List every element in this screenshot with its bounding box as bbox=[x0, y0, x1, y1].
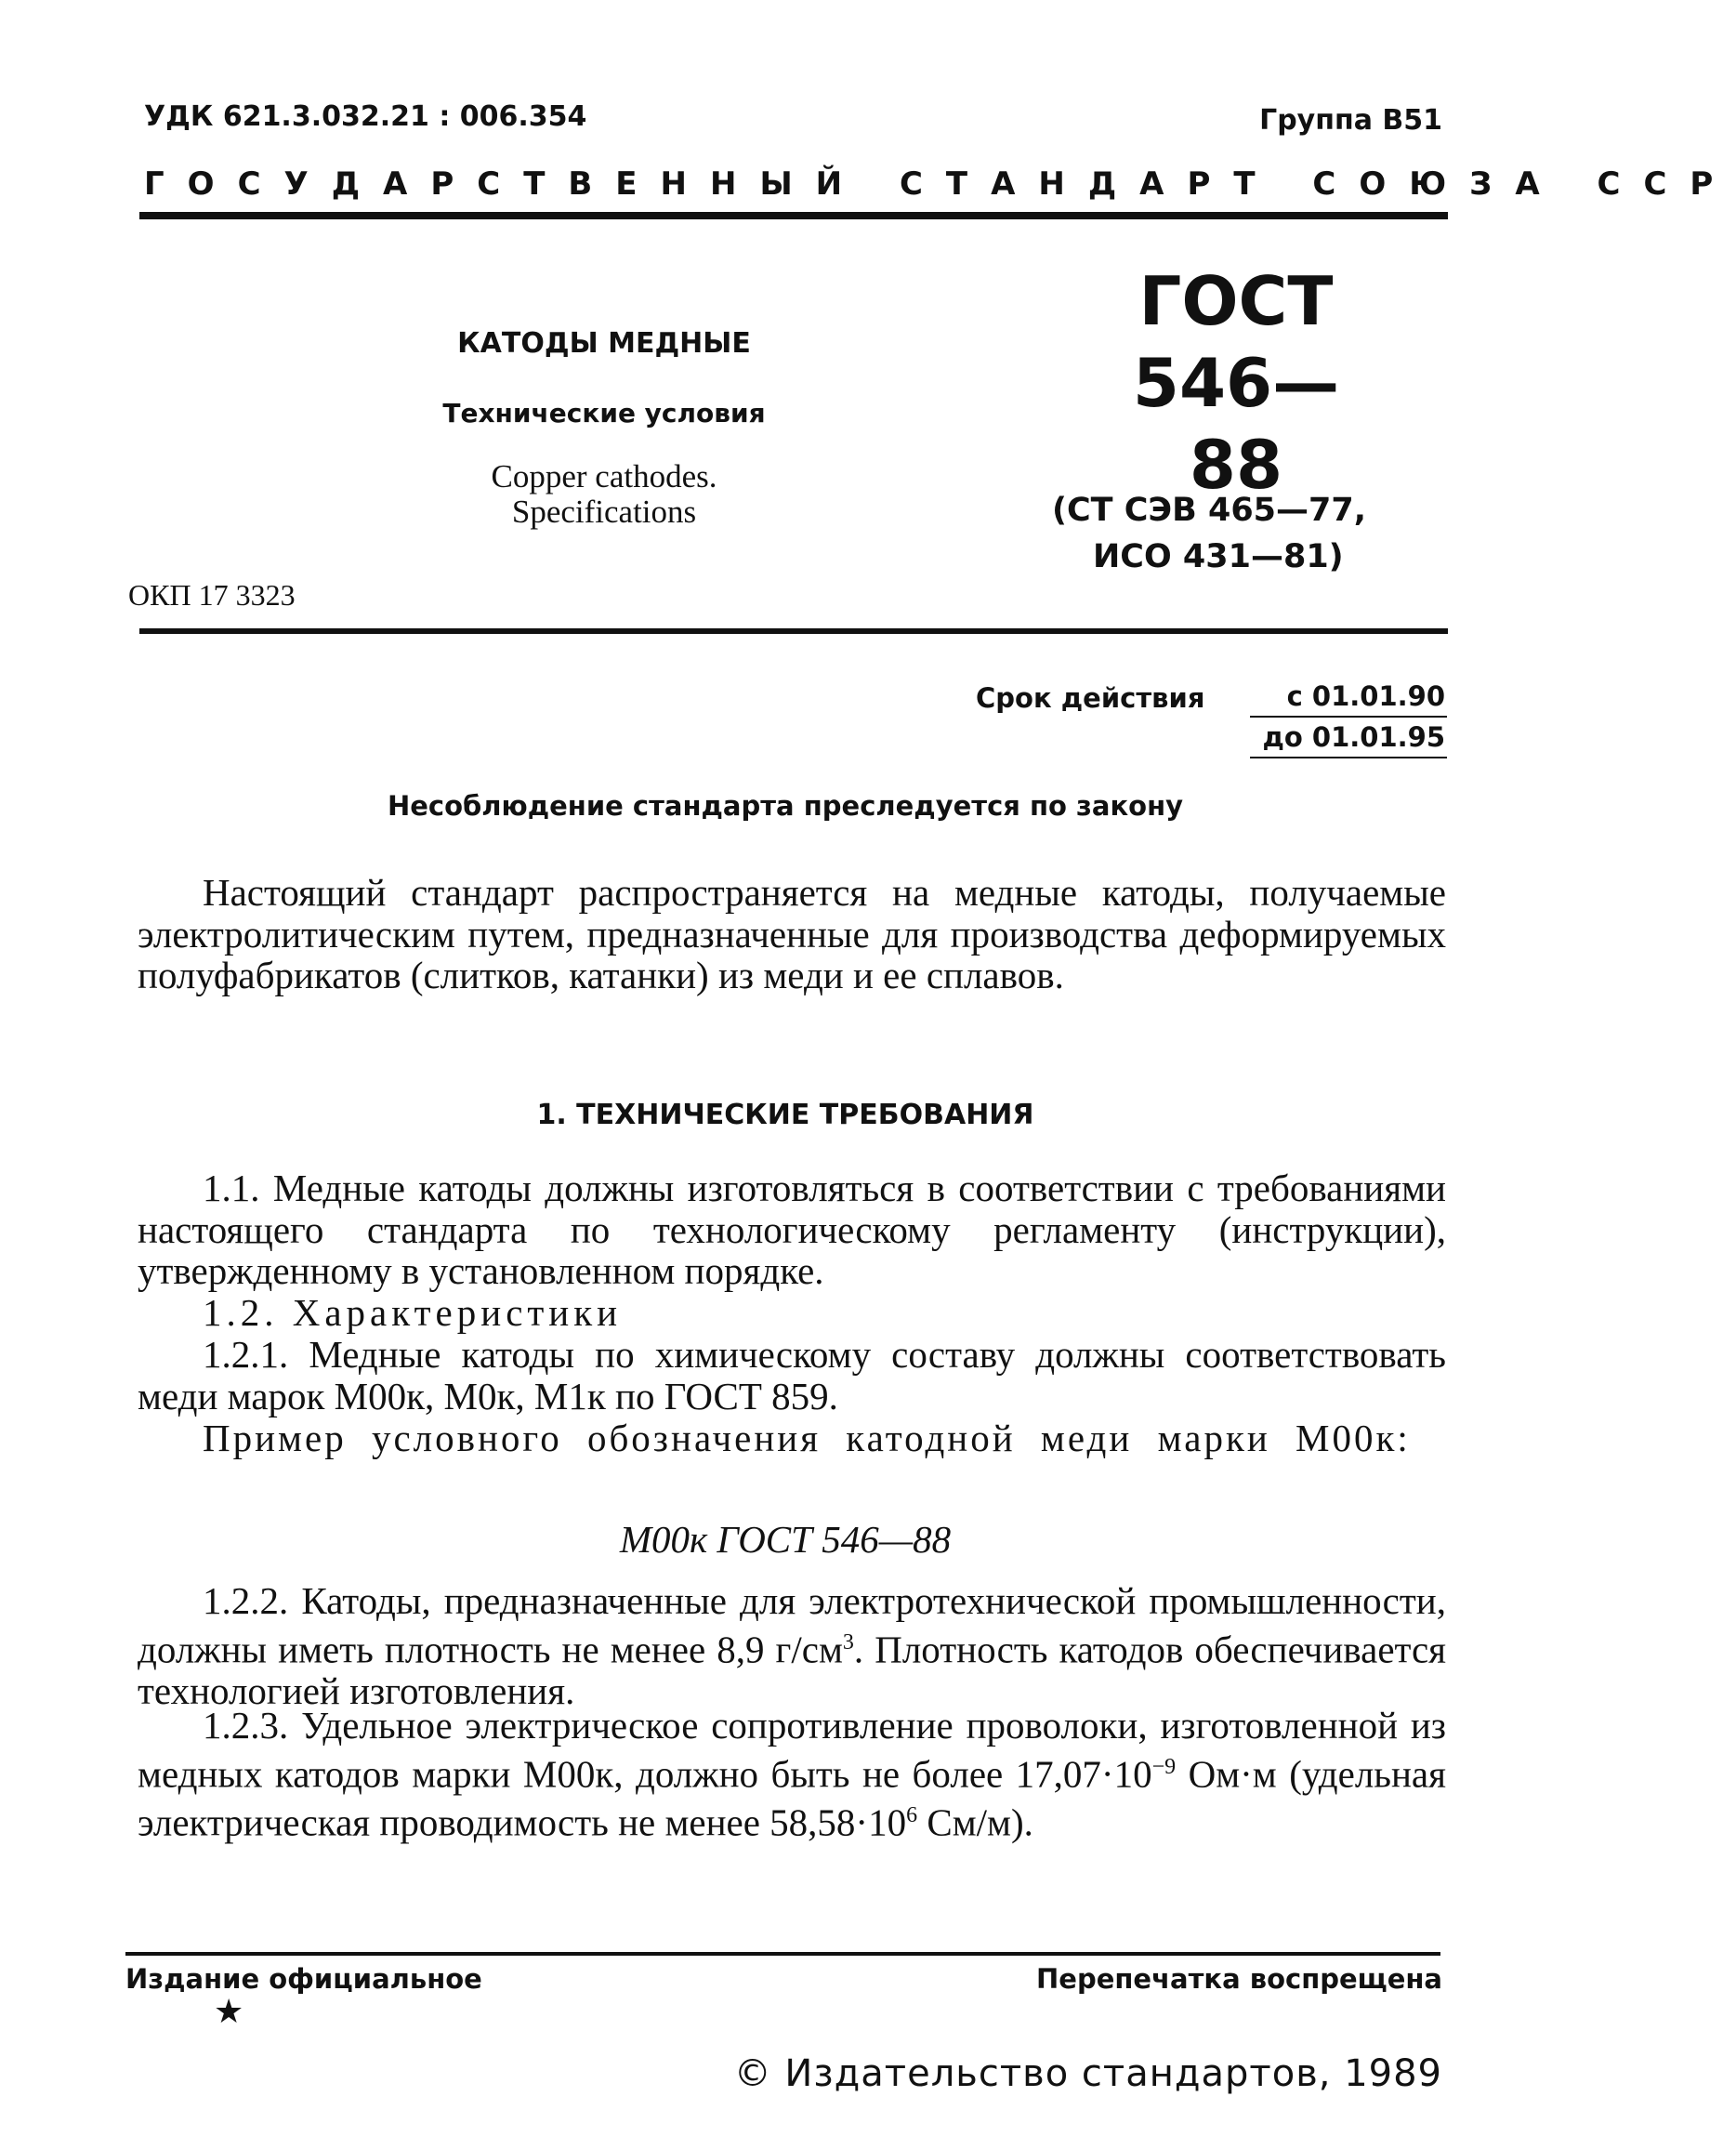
english-title-line-1: Copper cathodes. bbox=[491, 458, 717, 494]
okp-code: ОКП 17 3323 bbox=[128, 578, 296, 612]
document-title: КАТОДЫ МЕДНЫЕ bbox=[457, 327, 751, 360]
english-title bbox=[390, 459, 818, 530]
gost-number bbox=[1115, 260, 1357, 506]
state-standard-heading: ГОСУДАРСТВЕННЫЙ СТАНДАРТ СОЮЗА ССР bbox=[144, 165, 1736, 203]
paragraph-1-2-3-text-middle: Ом·м (удельная электрическая проводимость не менее 58,58·10 bbox=[138, 1752, 1446, 1844]
paragraph-1-2-2 bbox=[138, 1580, 1446, 1712]
example-designation: М00к ГОСТ 546—88 bbox=[619, 1518, 952, 1561]
density-exponent: 3 bbox=[842, 1629, 854, 1655]
gost-code: 546—88 bbox=[1132, 344, 1340, 504]
top-rule bbox=[139, 212, 1448, 219]
paragraph-1-1: 1.1. Медные катоды должны изготовляться в соответствии с требованиями настоящего стандарта по технологическому регламенту (инструкции), утвержденному в установленном порядке. bbox=[138, 1167, 1446, 1293]
gost-label: ГОСТ bbox=[1138, 262, 1334, 340]
middle-rule bbox=[139, 628, 1448, 634]
paragraph-1-2-3-text: 1.2.3. Удельное электрическое сопротивление проволоки, изготовленной из медных катодов марки М00к, должно быть не более 17,07·10 bbox=[138, 1704, 1446, 1796]
paragraph-1-2-1: 1.2.1. Медные катоды по химическому составу должны соответствовать меди марок М00к, М0к, М1к по ГОСТ 859. bbox=[138, 1333, 1446, 1417]
conductivity-exponent: 6 bbox=[906, 1803, 918, 1828]
english-title-line-2: Specifications bbox=[511, 494, 697, 530]
paragraph-1-2-3 bbox=[138, 1705, 1446, 1843]
validity-to: до 01.01.95 bbox=[1262, 721, 1445, 753]
copyright-notice: © Издательство стандартов, 1989 bbox=[733, 2052, 1442, 2095]
bottom-rule bbox=[125, 1952, 1440, 1956]
validity-divider bbox=[1250, 716, 1447, 718]
validity-underline bbox=[1250, 757, 1447, 758]
intro-paragraph: Настоящий стандарт распространяется на медные катоды, получаемые электролитическим путем, предназначенные для производства деформируемых полуфабрикатов (слитков, катанки) из меди и ее сплавов. bbox=[138, 871, 1446, 997]
reprint-prohibited-label: Перепечатка воспрещена bbox=[1036, 1963, 1442, 1995]
group-code: Группа В51 bbox=[1259, 104, 1442, 137]
validity-from: с 01.01.90 bbox=[1286, 680, 1445, 712]
document-subtitle: Технические условия bbox=[442, 398, 766, 429]
paragraph-1-2: 1.2. Характеристики bbox=[203, 1291, 623, 1334]
gost-reference-1: (СТ СЭВ 465—77, bbox=[1052, 492, 1367, 529]
example-intro: Пример условного обозначения катодной меди марки М00к: bbox=[203, 1417, 1411, 1459]
resistivity-exponent: −9 bbox=[1151, 1754, 1177, 1779]
udk-code: УДК 621.3.032.21 : 006.354 bbox=[144, 100, 587, 133]
validity-label: Срок действия bbox=[976, 682, 1205, 714]
star-icon: ★ bbox=[214, 1993, 244, 2031]
paragraph-1-2-2-text-end: . Плотность катодов обеспечивается технологией изготовления. bbox=[138, 1628, 1446, 1713]
compliance-notice: Несоблюдение стандарта преследуется по закону bbox=[387, 790, 1184, 822]
paragraph-1-2-2-text: 1.2.2. Катоды, предназначенные для электротехнической промышленности, должны иметь плотность не менее 8,9 г/см bbox=[138, 1579, 1446, 1671]
paragraph-1-2-3-text-end: См/м). bbox=[917, 1800, 1033, 1844]
official-edition-label: Издание официальное bbox=[125, 1963, 482, 1995]
gost-reference-2: ИСО 431—81) bbox=[1093, 538, 1344, 575]
section-heading: 1. ТЕХНИЧЕСКИЕ ТРЕБОВАНИЯ bbox=[536, 1099, 1034, 1131]
gost-references bbox=[1052, 487, 1366, 580]
